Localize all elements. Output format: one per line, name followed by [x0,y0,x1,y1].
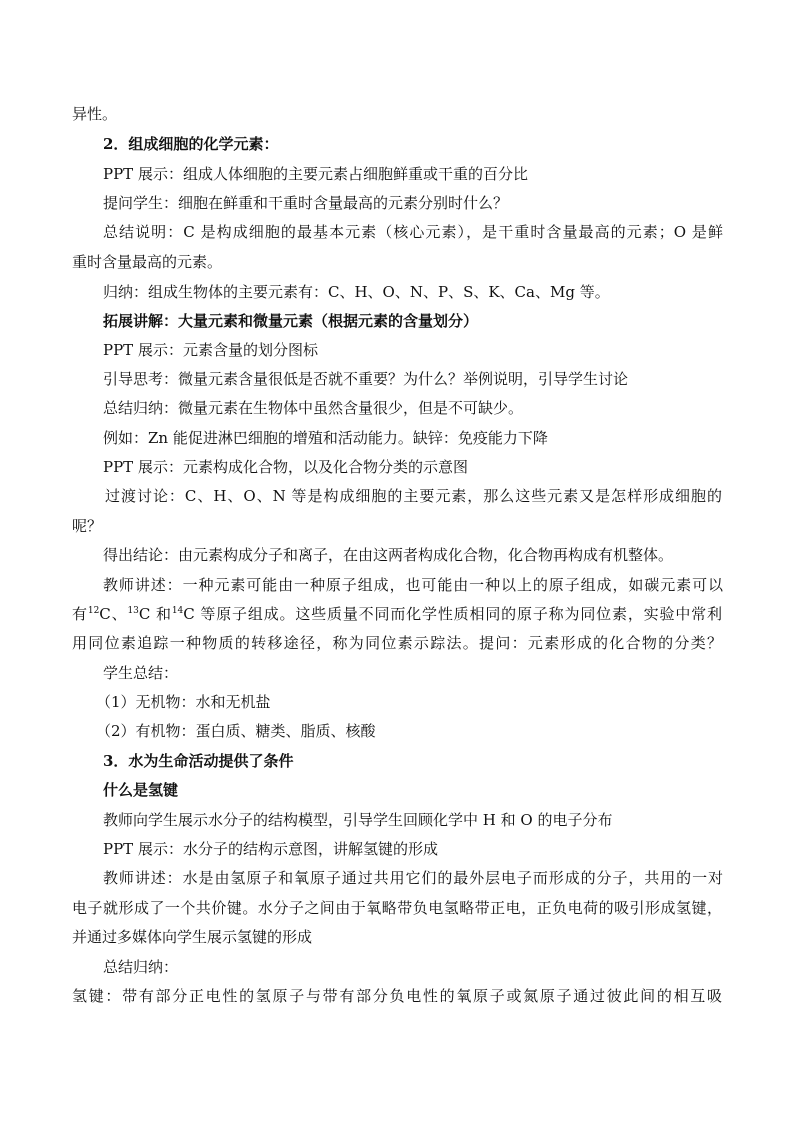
text-line: 得出结论：由元素构成分子和离子，在由这两者构成化合物，化合物再构成有机整体。 [103,546,674,564]
list-item: （2）有机物：蛋白质、糖类、脂质、核酸 [96,722,376,740]
text-fragment: C、 [99,605,128,623]
text-line: 总结说明：C 是构成细胞的最基本元素（核心元素），是干重时含量最高的元素；O 是鲜 [103,223,723,241]
text-line: PPT 展示：元素构成化合物，以及化合物分类的示意图 [103,458,468,476]
text-line: 呢？ [72,517,103,535]
section-heading: 2．组成细胞的化学元素： [103,135,279,153]
mass-number: 14 [171,606,184,616]
text-line: 例如：Zn 能促进淋巴细胞的增殖和活动能力。缺锌：免疫能力下降 [103,429,548,447]
text-line: 异性。 [72,105,118,123]
text-line: 总结归纳：微量元素在生物体中虽然含量很少，但是不可缺少。 [103,399,524,417]
mass-number: 12 [87,606,100,616]
text-line: 氢键：带有部分正电性的氢原子与带有部分负电性的氧原子或氮原子通过彼此间的相互吸 [72,987,722,1005]
text-line-isotopes [72,604,722,624]
subsection-heading: 拓展讲解：大量元素和微量元素（根据元素的含量划分） [103,312,479,330]
text-line: PPT 展示：组成人体细胞的主要元素占细胞鲜重或干重的百分比 [103,165,528,183]
text-line: 过渡讨论：C、H、O、N 等是构成细胞的主要元素，那么这些元素又是怎样形成细胞的 [105,487,722,505]
text-fragment: 有 [72,605,88,623]
text-line: 教师向学生展示水分子的结构模型，引导学生回顾化学中 H 和 O 的电子分布 [103,811,613,829]
text-line: 提问学生：细胞在鲜重和干重时含量最高的元素分别时什么？ [103,194,509,212]
text-line: PPT 展示：水分子的结构示意图，讲解氢键的形成 [103,840,438,858]
text-fragment: C 和 [138,605,172,623]
subsection-heading: 什么是氢键 [103,781,179,799]
section-heading: 3．水为生命活动提供了条件 [103,752,294,770]
text-line: 归纳：组成生物体的主要元素有：C、H、O、N、P、S、K、Ca、Mg 等。 [103,283,610,301]
text-line: PPT 展示：元素含量的划分图标 [103,341,318,359]
text-line: 教师讲述：一种元素可能由一种原子组成，也可能由一种以上的原子组成，如碳元素可以 [103,576,723,594]
text-line: 重时含量最高的元素。 [72,253,223,271]
text-fragment: C 等原子组成。这些质量不同而化学性质相同的原子称为同位素，实验中常利 [183,605,723,623]
text-line: 用同位素追踪一种物质的转移途径，称为同位素示踪法。提问：元素形成的化合物的分类？ [72,634,722,652]
text-line: 教师讲述：水是由氢原子和氧原子通过共用它们的最外层电子而形成的分子，共用的一对 [103,869,723,887]
mass-number: 13 [127,606,139,616]
text-line: 总结归纳： [103,958,179,976]
text-line: 并通过多媒体向学生展示氢键的形成 [72,928,313,946]
text-line: 引导思考：微量元素含量很低是否就不重要？为什么？举例说明，引导学生讨论 [103,370,629,388]
text-line: 学生总结： [103,664,179,682]
text-line: 电子就形成了一个共价键。水分子之间由于氧略带负电氢略带正电，正负电荷的吸引形成氢键， [72,899,722,917]
list-item: （1）无机物：水和无机盐 [96,693,271,711]
